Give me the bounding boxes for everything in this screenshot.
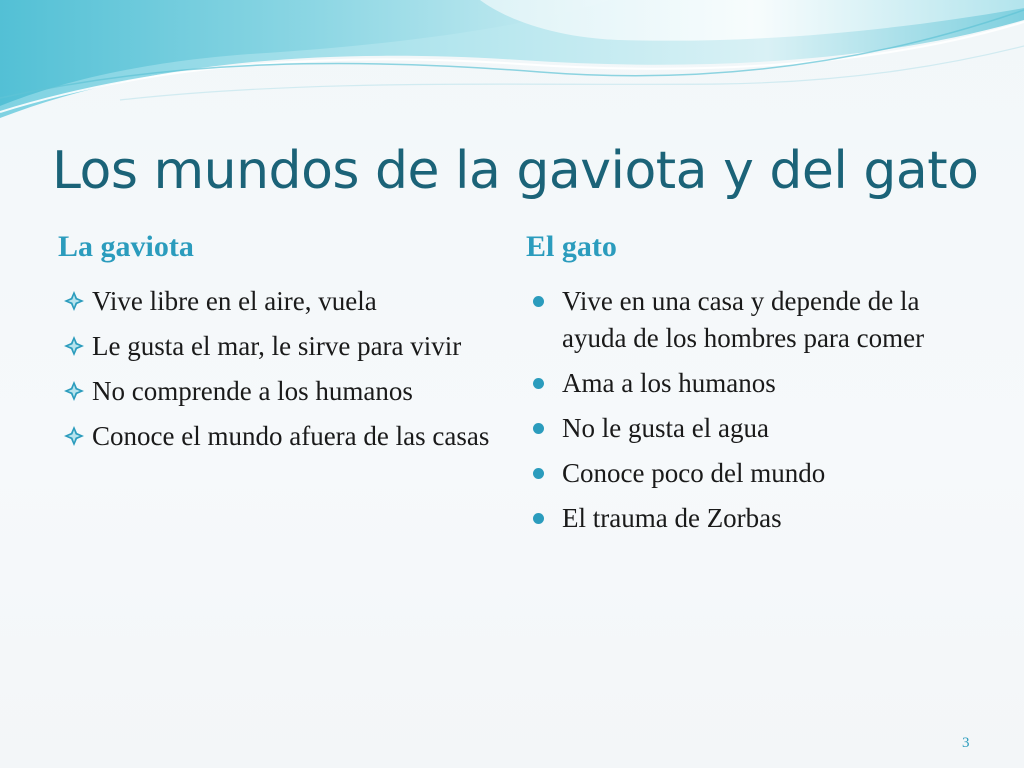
list-item	[530, 410, 980, 447]
list-item	[62, 283, 502, 320]
list-item-text: Vive libre en el aire, vuela	[92, 286, 377, 316]
list-item	[62, 373, 502, 410]
list-item	[62, 328, 502, 365]
column-heading-gaviota: La gaviota	[58, 230, 194, 263]
list-item-text: Le gusta el mar, le sirve para vivir	[92, 331, 462, 361]
list-item-text: Conoce el mundo afuera de las casas	[92, 421, 490, 451]
round-bullet-icon	[533, 468, 544, 479]
page-number: 3	[962, 735, 970, 751]
list-item	[530, 500, 980, 537]
round-bullet-icon	[533, 296, 544, 307]
list-item-text: Ama a los humanos	[562, 368, 776, 398]
round-bullet-icon	[533, 423, 544, 434]
list-item-text: No le gusta el agua	[562, 413, 769, 443]
list-item-text: El trauma de Zorbas	[562, 503, 782, 533]
list-item	[62, 418, 502, 455]
slide-title: Los mundos de la gaviota y del gato	[52, 141, 979, 201]
column-heading-gato: El gato	[526, 230, 617, 263]
gato-list	[530, 283, 980, 545]
list-item-text: Conoce poco del mundo	[562, 458, 826, 488]
round-bullet-icon	[533, 378, 544, 389]
list-item	[530, 283, 980, 357]
diamond-bullet-icon	[62, 424, 86, 448]
list-item-text: No comprende a los humanos	[92, 376, 413, 406]
diamond-bullet-icon	[62, 289, 86, 313]
round-bullet-icon	[533, 513, 544, 524]
list-item	[530, 365, 980, 402]
gaviota-list	[62, 283, 502, 463]
diamond-bullet-icon	[62, 379, 86, 403]
list-item	[530, 455, 980, 492]
wave-decoration	[0, 0, 1024, 130]
list-item-text: Vive en una casa y depende de la ayuda de los hombres para comer	[562, 286, 925, 353]
diamond-bullet-icon	[62, 334, 86, 358]
